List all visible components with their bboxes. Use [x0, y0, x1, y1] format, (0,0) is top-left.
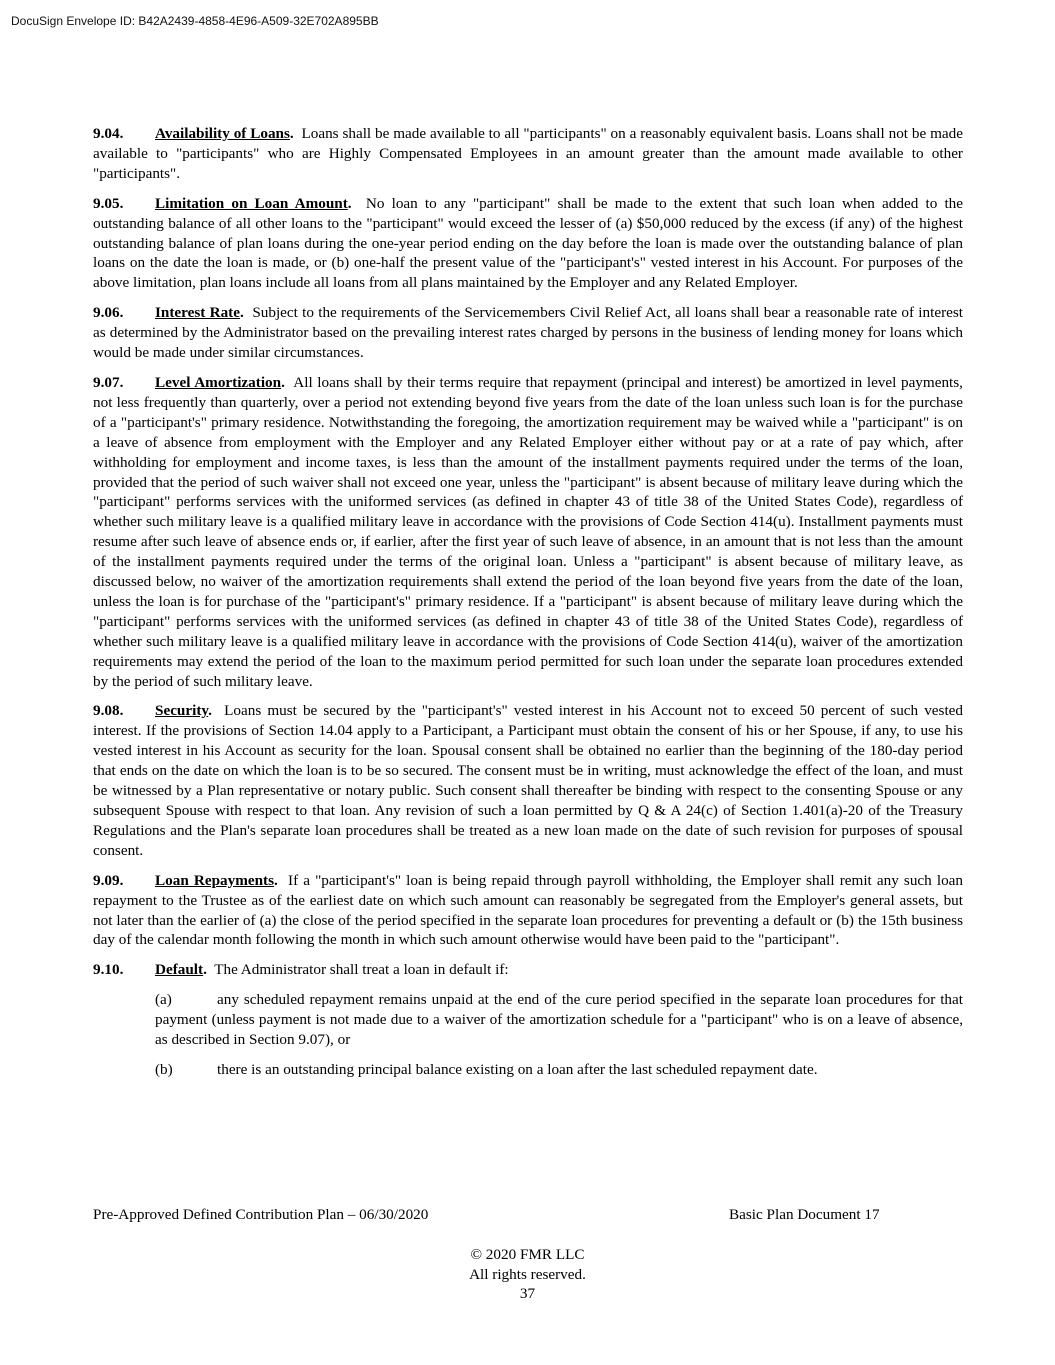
section-heading: Limitation on Loan Amount [155, 194, 348, 212]
document-body [93, 124, 963, 1090]
section-number: 9.05. [93, 194, 124, 212]
item-text: there is an outstanding principal balance existing on a loan after the last scheduled repayment date. [217, 1060, 818, 1078]
section-text: If a "participant's" loan is being repaid through payroll withholding, the Employer shall remit any such loan repayment to the Trustee as of the earliest date on which such amount can reasonably be segregated from the Employer's general assets, but not later than the earlier of (a) the close of the period specified in the separate loan procedures for preventing a default or (b) the 15th business day of the calendar month following the month in which such amount otherwise would have been paid to the "participant". [93, 871, 963, 949]
section-9-04: 9.04. Availability of Loans. Loans shall be made available to all "participants" on a reasonably equivalent basis. Loans shall not be made available to "participants" who are Highly Compensated Employees in an amount greater than the amount made available to other "participants". [93, 125, 964, 182]
section-heading: Level Amortization [155, 373, 282, 391]
section-number: 9.07. [93, 373, 124, 391]
section-number: 9.08. [93, 702, 124, 720]
item-label: (b) [155, 1060, 173, 1078]
section-9-07: 9.07. Level Amortization. All loans shall by their terms require that repayment (principal and interest) be amortized in level payments, not less frequently than quarterly, over a period not extending beyond five years from the date of the loan unless such loan is for the purchase of a "participant's" primary residence. Notwithstanding the foregoing, the amortization requirement may be waived while a "participant" is on a leave of absence from employment with the Employer and any Related Employer either without pay or at a rate of pay which, after withholding for employment and income taxes, is less than the amount of the installment payments required under the terms of the loan, provided that the period of such waiver shall not exceed one year, unless the "participant" is absent because of military leave during which the "participant" performs services with the uniformed services (as defined in chapter 43 of title 38 of the United States Code), regardless of whether such military leave is a qualified military leave in accordance with the provisions of Code Section 414(u). Installment payments must resume after such leave of absence ends or, if earlier, after the first year of such leave of absence, in an amount that is not less than the amount of the installment payments required under the terms of the original loan. Unless a "participant" is absent because of military leave, as discussed below, no waiver of the amortization requirements shall extend the period of the loan beyond five years from the date of the loan, unless the loan is for purchase of the "participant's" primary residence. If a "participant" is absent because of military leave during which the "participant" performs services with the uniformed services (as defined in chapter 43 of title 38 of the United States Code), regardless of whether such military leave is a qualified military leave in accordance with the provisions of Code Section 414(u), waiver of the amortization requirements may extend the period of the loan to the maximum period permitted for such loan under the separate loan procedures extended by the period of such military leave. [93, 373, 963, 690]
section-heading: Availability of Loans [155, 125, 290, 142]
section-9-06: 9.06. Interest Rate. Subject to the requirements of the Servicemembers Civil Relief Act, all loans shall bear a reasonable rate of interest as determined by the Administrator based on the prevailing interest rates charged by persons in the business of lending money for loans which would be made under similar circumstances. [93, 304, 964, 362]
section-text: Loans must be secured by the "participant's" vested interest in his Account not to exceed 50 percent of such vested interest. If the provisions of Section 14.04 apply to a Participant, a Participant must obtain the consent of his or her Spouse, if any, to use his vested interest in his Account as security for the loan. Spousal consent shall be obtained no earlier than the beginning of the 180-day period that ends on the date on which the loan is to be so secured. The consent must be in writing, must acknowledge the effect of the loan, and must be witnessed by a Plan representative or notary public. Such consent shall thereafter be binding with respect to the consenting Spouse or any subsequent Spouse with respect to that loan. Any revision of such a loan permitted by Q & A 24(c) of Section 1.401(a)-20 of the Treasury Regulations and the Plan's separate loan procedures shall be treated as a new loan made on the date of such revision for purposes of spousal consent. [93, 702, 964, 859]
section-9-10: 9.10. Default. The Administrator shall treat a loan in default if: [93, 961, 509, 979]
item-label: (a) [155, 991, 172, 1009]
section-9-09: 9.09. Loan Repayments. If a "participant's" loan is being repaid through payroll withholding, the Employer shall remit any such loan repayment to the Trustee as of the earliest date on which such amount can reasonably be segregated from the Employer's general assets, but not later than the earlier of (a) the close of the period specified in the separate loan procedures for preventing a default or (b) the 15th business day of the calendar month following the month in which such amount otherwise would have been paid to the "participant". [93, 871, 963, 949]
section-number: 9.09. [93, 871, 124, 889]
section-text: Loans shall be made available to all "participants" on a reasonably equivalent basis. Loans shall not be made available to "participants" who are Highly Compensated Employees in an amount greater than the amount made available to other "participants". [93, 125, 964, 182]
docusign-envelope-id: DocuSign Envelope ID: B42A2439-4858-4E96-A509-32E702A895BB [11, 14, 379, 28]
section-9-08: 9.08. Security. Loans must be secured by the "participant's" vested interest in his Account not to exceed 50 percent of such vested interest. If the provisions of Section 14.04 apply to a Participant, a Participant must obtain the consent of his or her Spouse, if any, to use his vested interest in his Account as security for the loan. Spousal consent shall be obtained no earlier than the beginning of the 180-day period that ends on the date on which the loan is to be so secured. The consent must be in writing, must acknowledge the effect of the loan, and must be witnessed by a Plan representative or notary public. Such consent shall thereafter be binding with respect to the consenting Spouse or any subsequent Spouse with respect to that loan. Any revision of such a loan permitted by Q & A 24(c) of Section 1.401(a)-20 of the Treasury Regulations and the Plan's separate loan procedures shall be treated as a new loan made on the date of such revision for purposes of spousal consent. [93, 702, 964, 859]
section-text: The Administrator shall treat a loan in default if: [214, 961, 509, 979]
section-heading: Security [155, 702, 209, 720]
footer-plan-name: Pre-Approved Defined Contribution Plan – 06/30/2020 [93, 1206, 429, 1223]
section-number: 9.04. [93, 125, 124, 142]
item-text: any scheduled repayment remains unpaid at the end of the cure period specified in the separate loan procedures for that payment (unless payment is not made due to a waiver of the amortization schedule for a "participant" who is on a leave of absence, as described in Section 9.07), or [155, 991, 963, 1049]
section-heading: Loan Repayments [155, 871, 275, 889]
section-text: All loans shall by their terms require that repayment (principal and interest) be amortized in level payments, not less frequently than quarterly, over a period not extending beyond five years from the date of the loan unless such loan is for the purchase of a "participant's" primary residence. Notwithstanding the foregoing, the amortization requirement may be waived while a "participant" is on a leave of absence from employment with the Employer and any Related Employer either without pay or at a rate of pay which, after withholding for employment and income taxes, is less than the amount of the installment payments required under the terms of the loan, provided that the period of such waiver shall not exceed one year, unless the "participant" is absent because of military leave during which the "participant" performs services with the uniformed services (as defined in chapter 43 of title 38 of the United States Code), regardless of whether such military leave is a qualified military leave in accordance with the provisions of Code Section 414(u). Installment payments must resume after such leave of absence ends or, if earlier, after the first year of such leave of absence, in an amount that is not less than the amount of the installment payments required under the terms of the original loan. Unless a "participant" is absent because of military leave, as discussed below, no waiver of the amortization requirements shall extend the period of the loan beyond five years from the date of the loan, unless the loan is for purchase of the "participant's" primary residence. If a "participant" is absent because of military leave during which the "participant" performs services with the uniformed services (as defined in chapter 43 of title 38 of the United States Code), regardless of whether such military leave is a qualified military leave in accordance with the provisions of Code Section 414(u), waiver of the amortization requirements may extend the period of the loan to the maximum period permitted for such loan under the separate loan procedures extended by the period of such military leave. [93, 373, 963, 690]
section-number: 9.10. [93, 961, 124, 979]
page-number: 37 [519, 1285, 536, 1302]
section-text: No loan to any "participant" shall be made to the extent that such loan when added to the outstanding balance of all other loans to the "participant" would exceed the lesser of (a) $50,000 reduced by the excess (if any) of the highest outstanding balance of plan loans during the one-year period ending on the day before the loan is made over the outstanding balance of plan loans on the date the loan is made, or (b) one-half the present value of the "participant's" vested interest in his Account. For purposes of the above limitation, plan loans include all loans from all plans maintained by the Employer and any Related Employer. [93, 194, 964, 292]
default-item-b [155, 1060, 963, 1080]
footer-copyright-block [0, 1245, 1055, 1304]
section-number: 9.06. [93, 304, 124, 322]
section-9-05: 9.05. Limitation on Loan Amount. No loan to any "participant" shall be made to the extent that such loan when added to the outstanding balance of all other loans to the "participant" would exceed the lesser of (a) $50,000 reduced by the excess (if any) of the highest outstanding balance of plan loans during the one-year period ending on the day before the loan is made over the outstanding balance of plan loans on the date the loan is made, or (b) one-half the present value of the "participant's" vested interest in his Account. For purposes of the above limitation, plan loans include all loans from all plans maintained by the Employer and any Related Employer. [93, 194, 964, 292]
copyright-line: © 2020 FMR LLC [470, 1246, 585, 1263]
footer-document-label: Basic Plan Document 17 [729, 1206, 880, 1223]
rights-line: All rights reserved. [469, 1265, 586, 1283]
section-heading: Default [155, 961, 204, 979]
section-text: Subject to the requirements of the Servicemembers Civil Relief Act, all loans shall bear a reasonable rate of interest as determined by the Administrator based on the prevailing interest rates charged by persons in the business of lending money for loans which would be made under similar circumstances. [93, 304, 964, 362]
section-heading: Interest Rate [155, 304, 240, 322]
default-item-a [155, 990, 963, 1050]
